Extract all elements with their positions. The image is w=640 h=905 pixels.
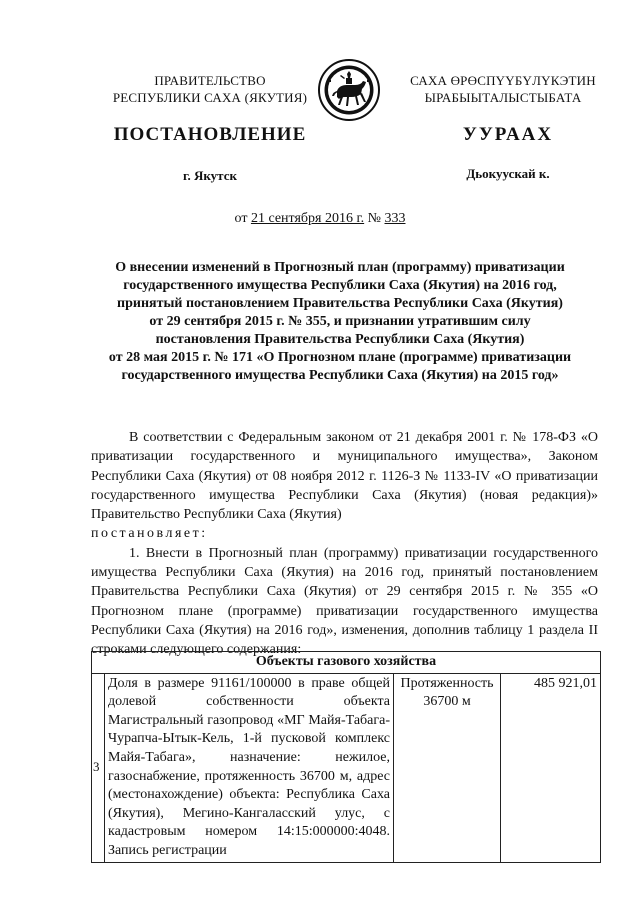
document-date: 21 сентября 2016 г. — [250, 211, 365, 226]
doc-type-sakha: УУРААХ — [462, 124, 554, 145]
header-ru-line1: ПРАВИТЕЛЬСТВО — [154, 73, 266, 88]
object-price: 485 921,01 — [501, 673, 601, 862]
privatization-table — [91, 651, 601, 863]
header-sakha — [393, 72, 613, 106]
city-ru: г. Якутск — [183, 168, 237, 183]
doc-type-ru: ПОСТАНОВЛЕНИЕ — [113, 124, 307, 145]
header-ru-line2: РЕСПУБЛИКИ САХА (ЯКУТИЯ) — [112, 90, 308, 105]
city-sakha: Дьокуускай к. — [466, 166, 550, 181]
clause-1-paragraph: 1. Внести в Прогнозный план (программу) приватизации государственного имущества Республики Саха (Якутия) на 2016 год, принятый постановлением Правительства Республики Саха (Якутия) от 29 сентября 2015 г. № 355 «О Прогнозном плане (программе) приватизации государственного имущества Республики Саха (Якутия) на 2016 год», изменения, дополнив таблицу 1 раздела II строками следующего содержания: — [91, 545, 598, 658]
title-line: постановления Правительства Республики Саха (Якутия) — [155, 332, 525, 347]
header-ru — [100, 72, 320, 106]
date-prefix: от — [234, 211, 248, 226]
document-date-line — [0, 211, 640, 227]
number-sign: № — [367, 211, 381, 226]
title-line: от 28 мая 2015 г. № 171 «О Прогнозном плане (программе) приватизации — [108, 350, 572, 365]
title-line: принятый постановлением Правительства Республики Саха (Якутия) — [117, 296, 563, 311]
table-section-header-row — [92, 652, 601, 674]
object-length: Протяженность 36700 м — [394, 673, 501, 862]
title-line: государственного имущества Республики Саха (Якутия) на 2016 год, — [123, 278, 557, 293]
document-title — [70, 259, 610, 385]
table-row — [92, 673, 601, 862]
title-line: от 29 сентября 2015 г. № 355, и признании утратившим силу — [149, 314, 531, 329]
resolves-word: постановляет: — [91, 526, 208, 542]
title-line: О внесении изменений в Прогнозный план (программу) приватизации — [115, 260, 565, 275]
header-sakha-line2: ЫРАБЫЫТАЛЫСТЫБАТА — [424, 90, 582, 105]
header-sakha-line1: САХА ӨРӨСПҮҮБҮЛҮКЭТИН — [410, 73, 596, 88]
preamble-paragraph: В соответствии с Федеральным законом от 21 декабря 2001 г. № 178-ФЗ «О приватизации государственного и муниципального имущества», Законом Республики Саха (Якутия) от 08 ноября 2012 г. 1126-З № 1133-IV «О приватизации государственного имущества Республики Саха (Якутия) (новая редакция)» Правительство Республики Саха (Якутия) — [91, 430, 598, 523]
sakha-coat-of-arms-icon — [317, 58, 381, 122]
table-section-header: Объекты газового хозяйства — [92, 652, 601, 674]
object-description: Доля в размере 91161/100000 в праве общей долевой собственности объекта Магистральный газопровод «МГ Майя-Табага-Чурапча-Ытык-Кель, 1-й пусковой комплекс Майя-Табага», назначение: нежилое, газоснабжение, протяженность 36700 м, адрес (местонахождение) объекта: Республика Саха (Якутия), Мегино-Кангаласский улус, с кадастровым номером 14:15:000000:4048. Запись регистрации — [105, 673, 394, 862]
title-line: государственного имущества Республики Саха (Якутия) на 2015 год» — [121, 368, 559, 383]
document-number: 333 — [384, 211, 406, 226]
document-body — [91, 428, 598, 660]
row-number: 3 — [92, 673, 105, 862]
